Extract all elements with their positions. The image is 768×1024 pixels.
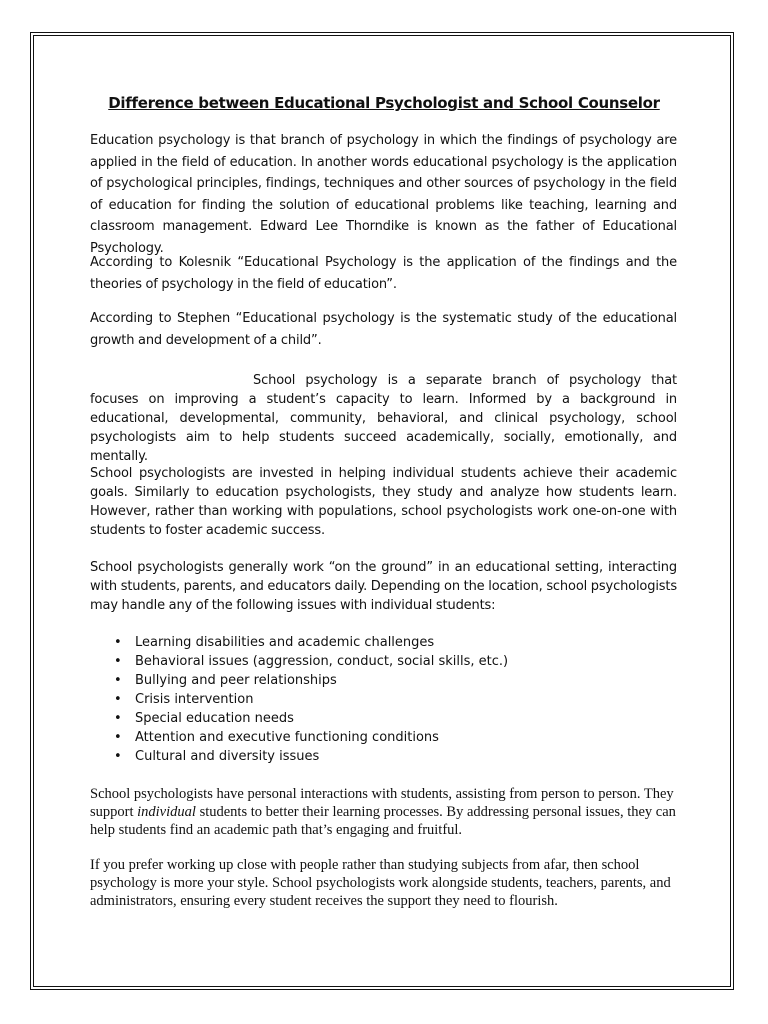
list-item: • Bullying and peer relationships bbox=[135, 671, 722, 690]
issues-list bbox=[90, 633, 722, 766]
p7-text-after: students to better their learning processes. By addressing personal issues, they can help students find an academic path that’s engaging and fruitful. bbox=[90, 804, 676, 838]
list-item: • Special education needs bbox=[135, 709, 722, 728]
list-item: • Learning disabilities and academic challenges bbox=[135, 633, 722, 652]
list-item: • Behavioral issues (aggression, conduct, social skills, etc.) bbox=[135, 652, 722, 671]
list-item: • Attention and executive functioning conditions bbox=[135, 728, 722, 747]
list-item: • Crisis intervention bbox=[135, 690, 722, 709]
paragraph-personal-interactions bbox=[90, 785, 677, 839]
paragraph-school-psychologists-invested: School psychologists are invested in helping individual students achieve their academic goals. Similarly to education psychologists, they study and analyze how students learn. However, rather than working with populations, school psychologists work one-on-one with students to foster academic success. bbox=[90, 466, 677, 538]
list-item: • Cultural and diversity issues bbox=[135, 747, 722, 766]
document-title: Difference between Educational Psychologist and School Counselor bbox=[108, 94, 660, 112]
paragraph-kolesnik: According to Kolesnik “Educational Psychology is the application of the findings and the theories of psychology in the field of education”. bbox=[90, 255, 677, 292]
paragraph-close-up: If you prefer working up close with people rather than studying subjects from afar, then school psychology is more your style. School psychologists work alongside students, teachers, parents, and administrators, ensuring every student receives the support they need to flourish. bbox=[90, 857, 671, 909]
paragraph-stephen: According to Stephen “Educational psychology is the systematic study of the educational growth and development of a child”. bbox=[90, 311, 677, 348]
paragraph-school-psychology: School psychology is a separate branch of psychology that focuses on improving a student’s capacity to learn. Informed by a background in educational, developmental, community, behavioral, and clinical psychology, school psychologists aim to help students succeed academically, socially, emotionally, and mentally. bbox=[90, 373, 677, 464]
paragraph-intro: Education psychology is that branch of psychology in which the findings of psychology are applied in the field of education. In another words educational psychology is the application of psychological principles, findings, techniques and other sources of psychology in the field of education for finding the solution of educational problems like teaching, learning and classroom management. Edward Lee Thorndike is known as the father of Educational Psychology. bbox=[90, 133, 677, 256]
p7-text-before: School psychologists have personal interactions with students, assisting from person to person. They support bbox=[90, 786, 674, 820]
paragraph-on-the-ground: School psychologists generally work “on the ground” in an educational setting, interacting with students, parents, and educators daily. Depending on the location, school psychologists may handle any of the following issues with individual students: bbox=[90, 560, 677, 613]
p7-emphasis: individual bbox=[137, 804, 196, 820]
